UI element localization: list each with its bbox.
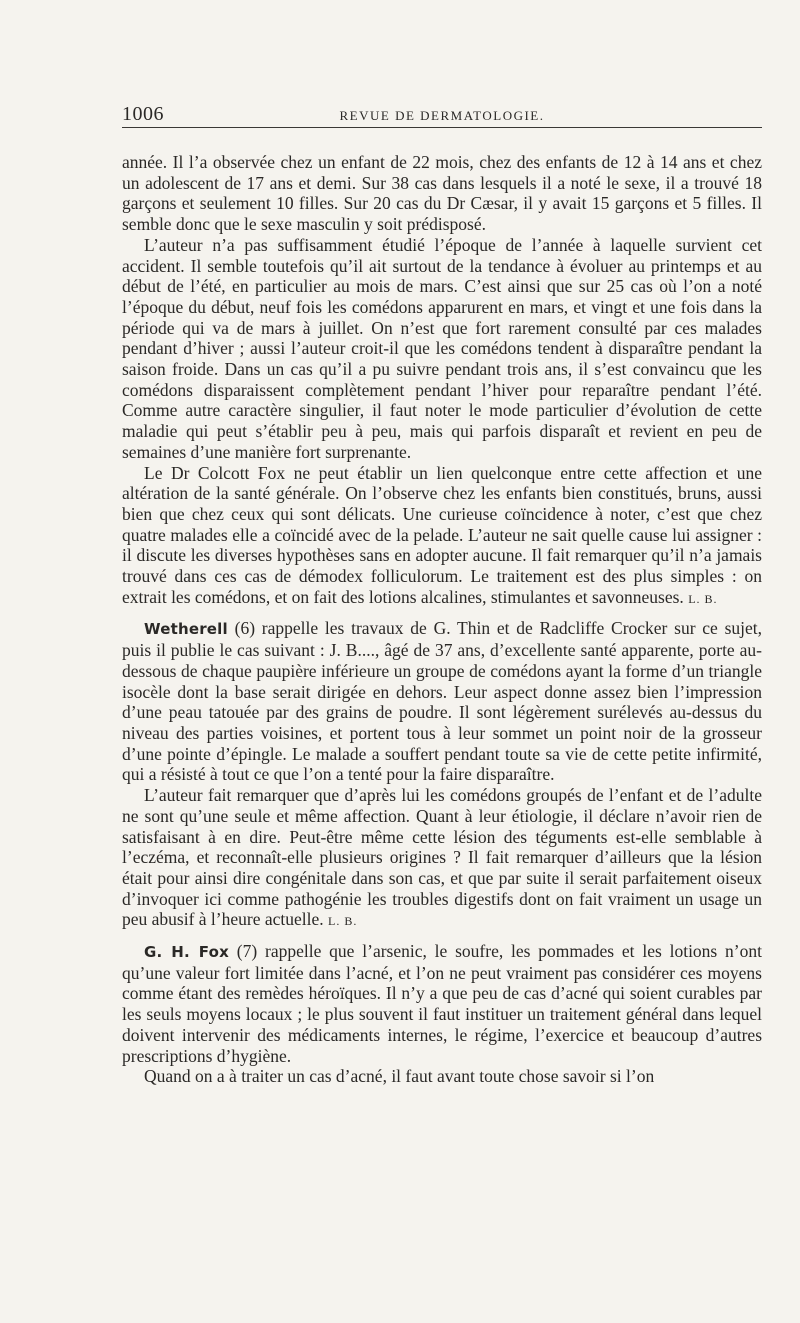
page-number: 1006 [122,103,164,125]
paragraph-text: L’auteur fait remarquer que d’après lui les comédons groupés de l’enfant et de l’adulte ne sont qu’une seule et même affection. Quant à leur étiologie, il déclare n’avoir rien de satisfaisant à en dire. Peut-être même cette lésion des téguments est-elle semblable à l’eczéma, et reconnaît-elle plusieurs origines ? Il fait remarquer d’ailleurs que la lésion était pour ainsi dire congénitale dans son cas, et que par suite il serait parfaitement oiseux d’invoquer ici comme pathogénie les troubles digestifs dont on fait vraiment un usage un peu abusif à l’heure actuelle. [122,785,762,930]
author-name: Wetherell [144,620,228,639]
paragraph-text: année. Il l’a observée chez un enfant de 22 mois, chez des enfants de 12 à 14 ans et chez un adolescent de 17 ans et demi. Sur 38 cas dans lesquels il a noté le sexe, il a trouvé 18 garçons et seulement 10 filles. Sur 20 cas du Dr Cæsar, il y avait 15 garçons et 5 filles. Il semble donc que le sexe masculin y soit prédisposé. [122,152,762,235]
paragraph-text: (6) rappelle les travaux de G. Thin et de Radcliffe Crocker sur ce sujet, puis il publie le cas suivant : J. B...., âgé de 37 ans, d’excellente santé apparente, porte au-dessous de chaque paupière inférieure un groupe de comédons ayant la forme d’un triangle isocèle dont la base serait dirigée en dehors. Leur aspect donne assez bien l’impression d’une peau tatouée par des grains de poudre. Il sont légèrement surélevés au-dessus du niveau des parties voisines, et portent tous à leur sommet un point noir de la grosseur d’une pointe d’épingle. Le malade a souffert pendant toute sa vie de cette petite infirmité, qui a résisté à tout ce que l’on a tenté pour la faire disparaître. [122,618,762,785]
body-text [122,152,762,1087]
author-signature: L. B. [328,914,358,929]
running-title: REVUE DE DERMATOLOGIE. [339,108,545,123]
paragraph [122,618,762,785]
paragraph [122,785,762,932]
page-header [122,103,762,128]
paragraph [122,941,762,1066]
author-name: G. H. Fox [144,943,229,962]
author-signature: L. B. [688,591,718,606]
paragraph [122,1066,762,1087]
paragraph [122,235,762,463]
paragraph [122,463,762,610]
paragraph-text: (7) rappelle que l’arsenic, le soufre, les pommades et les lotions n’ont qu’une valeur fort limitée dans l’acné, et l’on ne peut vraiment pas considérer ces moyens comme étant des remèdes héroïques. Il n’y a que peu de cas d’acné qui soient curables par les seuls moyens locaux ; le plus souvent il faut instituer un traitement général dans lequel doivent intervenir des médicaments internes, le régime, l’exercice et beaucoup d’autres prescriptions d’hygiène. [122,941,762,1066]
paragraph [122,152,762,235]
paragraph-text: Le Dr Colcott Fox ne peut établir un lien quelconque entre cette affection et une altération de la santé générale. On l’observe chez les enfants bien constitués, bruns, aussi bien que chez ceux qui sont délicats. Une curieuse coïncidence à noter, c’est que chez quatre malades elle a coïncidé avec de la pelade. L’auteur ne sait quelle cause lui assigner : il discute les diverses hypothèses sans en adopter aucune. Il fait remarquer qu’il n’a jamais trouvé dans ces cas de démodex folliculorum. Le traitement est des plus simples : on extrait les comédons, et on fait des lotions alcalines, stimulantes et savonneuses. [122,462,762,607]
paragraph-text: L’auteur n’a pas suffisamment étudié l’époque de l’année à laquelle survient cet accident. Il semble toutefois qu’il ait surtout de la tendance à évoluer au printemps et au début de l’été, en particulier au mois de mars. C’est ainsi que sur 25 cas où l’on a noté l’époque du début, neuf fois les comédons apparurent en mars, et vingt et une fois dans la période qui va de mars à juillet. On n’est que fort rarement consulté par ces malades pendant d’hiver ; aussi l’auteur croit-il que les comédons tendent à disparaître pendant la saison froide. Dans un cas qu’il a pu suivre pendant trois ans, il s’est convaincu que les comédons disparaissent complètement pendant l’hiver pour reparaître pendant l’été. Comme autre caractère singulier, il faut noter le mode particulier d’évolution de cette maladie qui peut s’établir peu à peu, mais qui parfois disparaît et revient en peu de semaines d’une manière fort surprenante. [122,234,762,462]
paragraph-text: Quand on a à traiter un cas d’acné, il faut avant toute chose savoir si l’on [144,1066,655,1087]
